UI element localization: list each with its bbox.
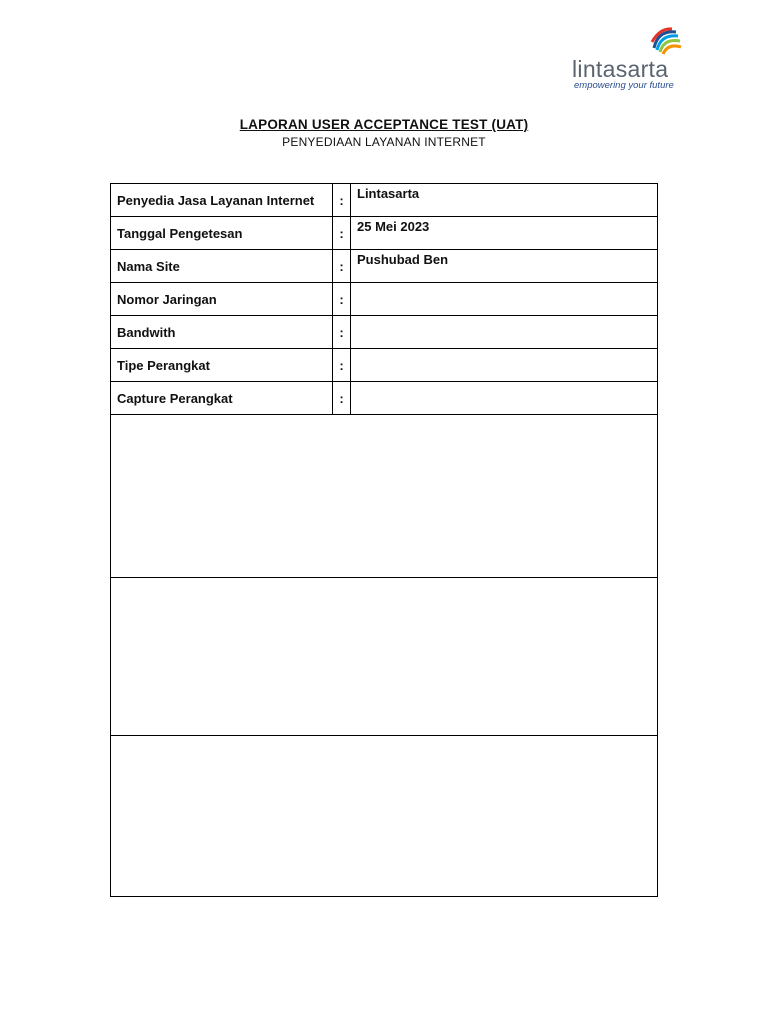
field-label: Capture Perangkat (111, 382, 333, 415)
field-separator: : (333, 184, 351, 217)
uat-form-table (110, 183, 658, 897)
form-row-device-capture (111, 382, 658, 415)
field-separator: : (333, 349, 351, 382)
field-value-device-type[interactable] (351, 349, 658, 382)
field-value-bandwidth[interactable] (351, 316, 658, 349)
capture-box (111, 736, 658, 897)
form-row-test-date (111, 217, 658, 250)
document-subtitle: PENYEDIAAN LAYANAN INTERNET (282, 135, 486, 149)
company-logo (560, 26, 690, 92)
field-label: Tipe Perangkat (111, 349, 333, 382)
field-separator: : (333, 250, 351, 283)
capture-box (111, 578, 658, 736)
field-value-provider[interactable]: Lintasarta (351, 184, 658, 217)
field-value-device-capture[interactable] (351, 382, 658, 415)
logo-wordmark: lintasarta (572, 56, 669, 82)
capture-area-3 (111, 736, 658, 897)
field-label: Nama Site (111, 250, 333, 283)
field-separator: : (333, 316, 351, 349)
field-separator: : (333, 382, 351, 415)
field-label: Bandwith (111, 316, 333, 349)
field-separator: : (333, 283, 351, 316)
field-value-network-number[interactable] (351, 283, 658, 316)
field-value-test-date[interactable]: 25 Mei 2023 (351, 217, 658, 250)
capture-area-2 (111, 578, 658, 736)
field-separator: : (333, 217, 351, 250)
field-label: Tanggal Pengetesan (111, 217, 333, 250)
capture-area-1 (111, 415, 658, 578)
form-row-provider (111, 184, 658, 217)
logo-tagline: empowering your future (574, 80, 674, 91)
form-row-bandwidth (111, 316, 658, 349)
form-row-device-type (111, 349, 658, 382)
document-heading (0, 117, 768, 149)
field-label: Nomor Jaringan (111, 283, 333, 316)
form-row-site-name (111, 250, 658, 283)
capture-box (111, 415, 658, 578)
document-title: LAPORAN USER ACCEPTANCE TEST (UAT) (239, 117, 529, 132)
field-label: Penyedia Jasa Layanan Internet (111, 184, 333, 217)
form-row-network-number (111, 283, 658, 316)
field-value-site-name[interactable]: Pushubad Ben (351, 250, 658, 283)
